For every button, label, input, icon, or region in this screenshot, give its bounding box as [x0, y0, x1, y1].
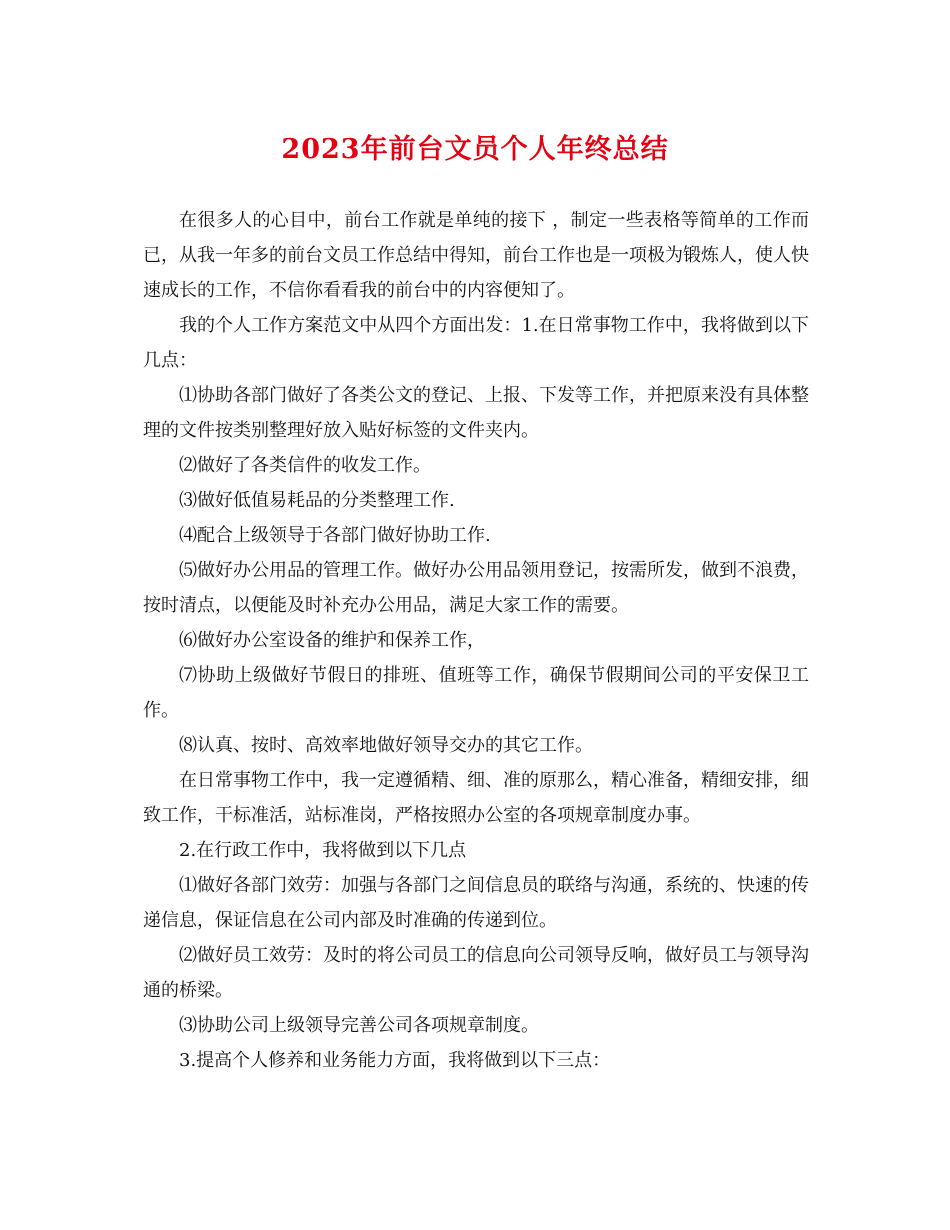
paragraph: 在日常事物工作中，我一定遵循精、细、准的原那么，精心准备，精细安排，细致工作，干标准活，站标准岗，严格按照办公室的各项规章制度办事。	[143, 770, 809, 826]
paragraph: ⑴做好各部门效劳：加强与各部门之间信息员的联络与沟通，系统的、快速的传递信息，保证信息在公司内部及时准确的传递到位。	[143, 875, 809, 931]
paragraph: 3.提高个人修养和业务能力方面，我将做到以下三点：	[179, 1050, 611, 1071]
paragraph: ⑹做好办公室设备的维护和保养工作，	[179, 630, 485, 651]
paragraph: 2.在行政工作中，我将做到以下几点	[179, 840, 467, 861]
document-title: 2023年前台文员个人年终总结	[281, 134, 669, 165]
paragraph: ⑵做好员工效劳：及时的将公司员工的信息向公司领导反响，做好员工与领导沟通的桥梁。	[143, 945, 809, 1001]
paragraph: ⑻认真、按时、高效率地做好领导交办的其它工作。	[179, 735, 593, 756]
paragraph: ⑷配合上级领导于各部门做好协助工作.	[179, 525, 491, 546]
paragraph: ⑵做好了各类信件的收发工作。	[179, 455, 431, 476]
paragraph: ⑶协助公司上级领导完善公司各项规章制度。	[179, 1015, 539, 1036]
paragraph: ⑶做好低值易耗品的分类整理工作.	[179, 490, 455, 511]
document-body	[143, 203, 809, 1078]
paragraph: ⑸做好办公用品的管理工作。做好办公用品领用登记，按需所发，做到不浪费，按时清点，以便能及时补充办公用品，满足大家工作的需要。	[143, 560, 809, 616]
paragraph: 我的个人工作方案范文中从四个方面出发：1.在日常事物工作中，我将做到以下几点：	[143, 315, 809, 371]
paragraph: 在很多人的心目中，前台工作就是单纯的接下 ，制定一些表格等简单的工作而已，从我一年多的前台文员工作总结中得知，前台工作也是一项极为锻炼人，使人快速成长的工作，不信你看看我的前台中的内容便知了。	[143, 210, 809, 301]
paragraph: ⑺协助上级做好节假日的排班、值班等工作，确保节假期间公司的平安保卫工作。	[143, 665, 809, 721]
paragraph: ⑴协助各部门做好了各类公文的登记、上报、下发等工作，并把原来没有具体整理的文件按类别整理好放入贴好标签的文件夹内。	[143, 385, 809, 441]
